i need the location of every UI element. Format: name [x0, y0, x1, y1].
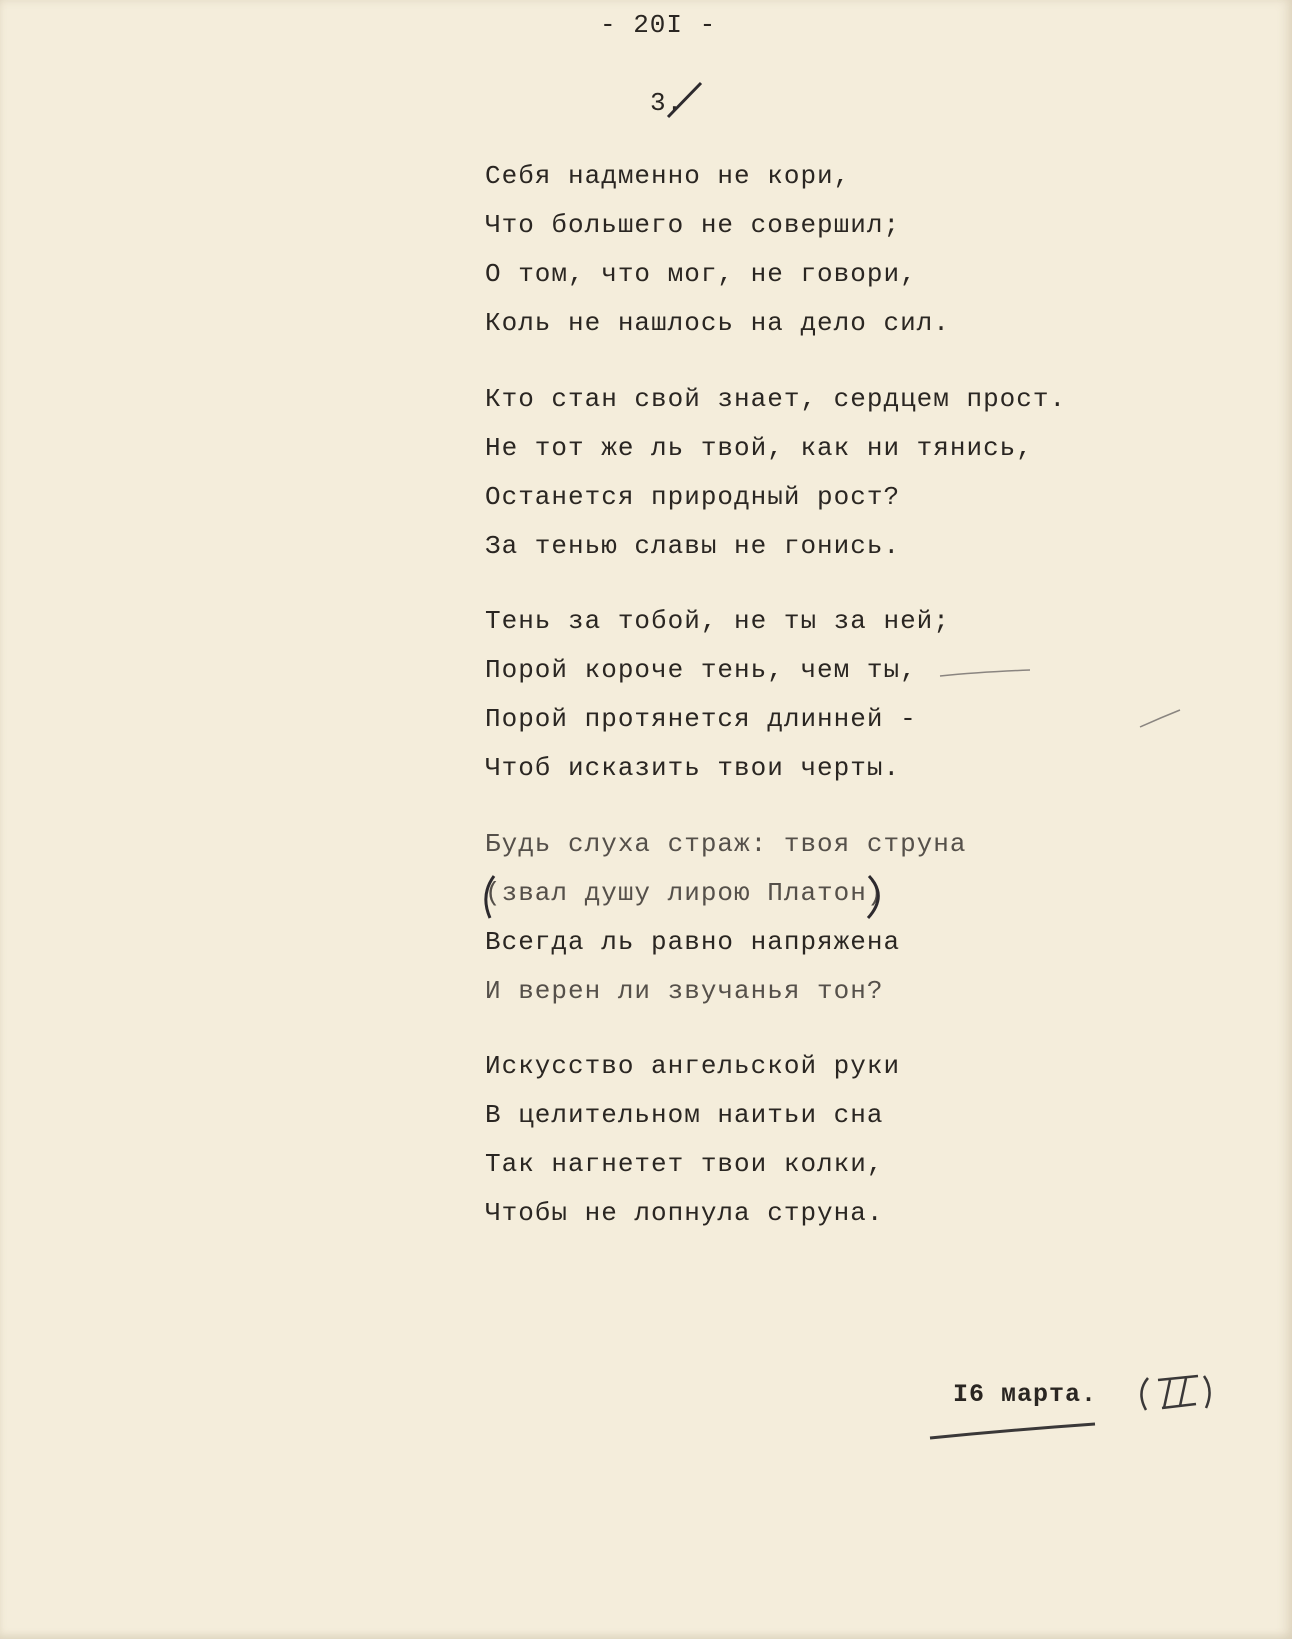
poem-line: Всегда ль равно напряжена — [485, 927, 901, 957]
margin-pencil-line — [940, 670, 1030, 676]
section-number: 3. — [650, 88, 684, 118]
handwritten-roman-two-mark — [1141, 1376, 1209, 1410]
poem-line: Кто стан свой знает, сердцем прост. — [485, 384, 1067, 414]
stanza-3 — [485, 597, 950, 793]
stanza-4 — [485, 820, 966, 1016]
margin-pencil-line — [1140, 710, 1180, 727]
poem-line: Будь слуха страж: твоя струна — [485, 829, 967, 859]
poem-line: Что большего не совершил; — [485, 210, 901, 240]
poem-line: Чтобы не лопнула струна. — [485, 1198, 884, 1228]
poem-line: О том, что мог, не говори, — [485, 259, 917, 289]
stanza-1 — [485, 152, 950, 348]
poem-line: Останется природный рост? — [485, 482, 901, 512]
poem-line: За тенью славы не гонись. — [485, 531, 901, 561]
date-line: I6 марта. — [953, 1380, 1098, 1409]
stanza-2 — [485, 375, 1066, 571]
poem-line: Так нагнетет твои колки, — [485, 1149, 884, 1179]
poem-line: Тень за тобой, не ты за ней; — [485, 606, 950, 636]
stanza-5 — [485, 1042, 900, 1238]
poem-line: Не тот же ль твой, как ни тянись, — [485, 433, 1033, 463]
poem-line: И верен ли звучанья тон? — [485, 976, 884, 1006]
poem-line: Чтоб исказить твои черты. — [485, 753, 901, 783]
poem-line: В целительном наитьи сна — [485, 1100, 884, 1130]
page-number: - 20I - — [600, 10, 717, 40]
date-underline — [930, 1424, 1095, 1438]
poem-line: Коль не нашлось на дело сил. — [485, 308, 950, 338]
poem-line: (звал душу лирою Платон) — [485, 878, 884, 908]
poem-line: Себя надменно не кори, — [485, 161, 851, 191]
poem-line: Порой протянется длинней - — [485, 704, 917, 734]
poem-line: Порой короче тень, чем ты, — [485, 655, 917, 685]
poem-line: Искусство ангельской руки — [485, 1051, 901, 1081]
